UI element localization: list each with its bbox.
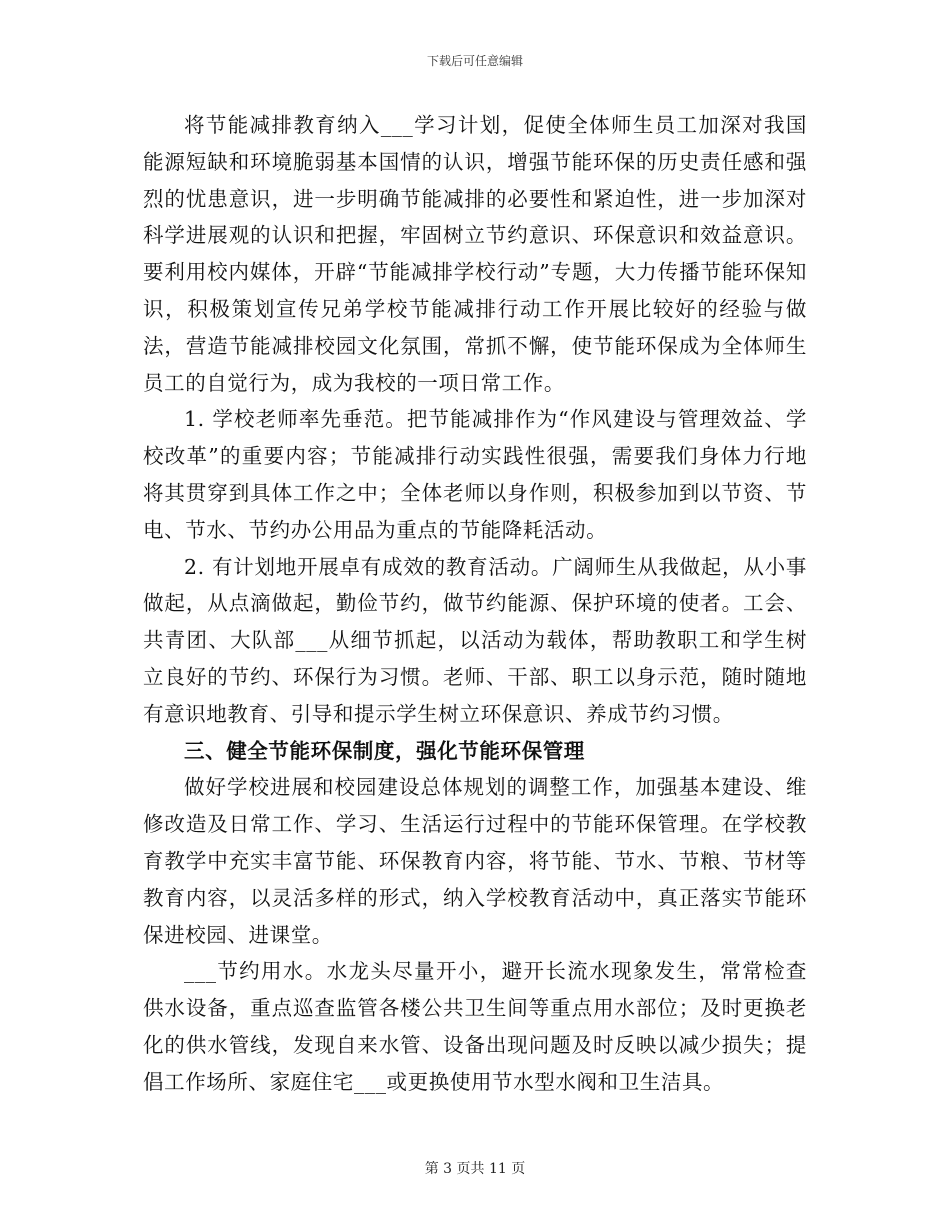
paragraph-education-activities: 2. 有计划地开展卓有成效的教育活动。广阔师生从我做起，从小事做起，从点滴做起，勤俭节约，做节约能源、保护环境的使者。工会、共青团、大队部___从细节抓起，以活动为载体，帮助教职工和学生树立良好的节约、环保行为习惯。老师、干部、职工以身示范，随时随地有意识地教育、引导和提示学生树立环保意识、养成节约习惯。 [143, 554, 807, 726]
document-body [143, 107, 807, 1101]
paragraph-teachers-lead: 1. 学校老师率先垂范。把节能减排作为“作风建设与管理效益、学校改革”的重要内容；节能减排行动实践性很强，需要我们身体力行地将其贯穿到具体工作之中；全体老师以身作则，积极参加到以节资、节电、节水、节约办公用品为重点的节能降耗活动。 [143, 407, 807, 542]
page-footer: 第 3 页共 11 页 [424, 1161, 526, 1177]
paragraph-water-saving: ___节约用水。水龙头尽量开小，避开长流水现象发生，常常检查供水设备，重点巡查监管各楼公共卫生间等重点用水部位；及时更换老化的供水管线，发现自来水管、设备出现问题及时反映以减少损失；提倡工作场所、家庭住宅___或更换使用节水型水阀和卫生洁具。 [143, 959, 807, 1094]
paragraph-school-planning: 做好学校进展和校园建设总体规划的调整工作，加强基本建设、维修改造及日常工作、学习、生活运行过程中的节能环保管理。在学校教育教学中充实丰富节能、环保教育内容，将节能、节水、节粮、节材等教育内容，以灵活多样的形式，纳入学校教育活动中，真正落实节能环保进校园、进课堂。 [143, 775, 807, 947]
section-heading: 三、健全节能环保制度，强化节能环保管理 [184, 738, 585, 763]
page-header: 下载后可任意编辑 [426, 54, 523, 68]
paragraph-energy-education: 将节能减排教育纳入___学习计划，促使全体师生员工加深对我国能源短缺和环境脆弱基本国情的认识，增强节能环保的历史责任感和强烈的忧患意识，进一步明确节能减排的必要性和紧迫性，进一步加深对科学进展观的认识和把握，牢固树立节约意识、环保意识和效益意识。要利用校内媒体，开辟“节能减排学校行动”专题，大力传播节能环保知识，积极策划宣传兄弟学校节能减排行动工作开展比较好的经验与做法，营造节能减排校园文化氛围，常抓不懈，使节能环保成为全体师生员工的自觉行为，成为我校的一项日常工作。 [143, 113, 807, 395]
